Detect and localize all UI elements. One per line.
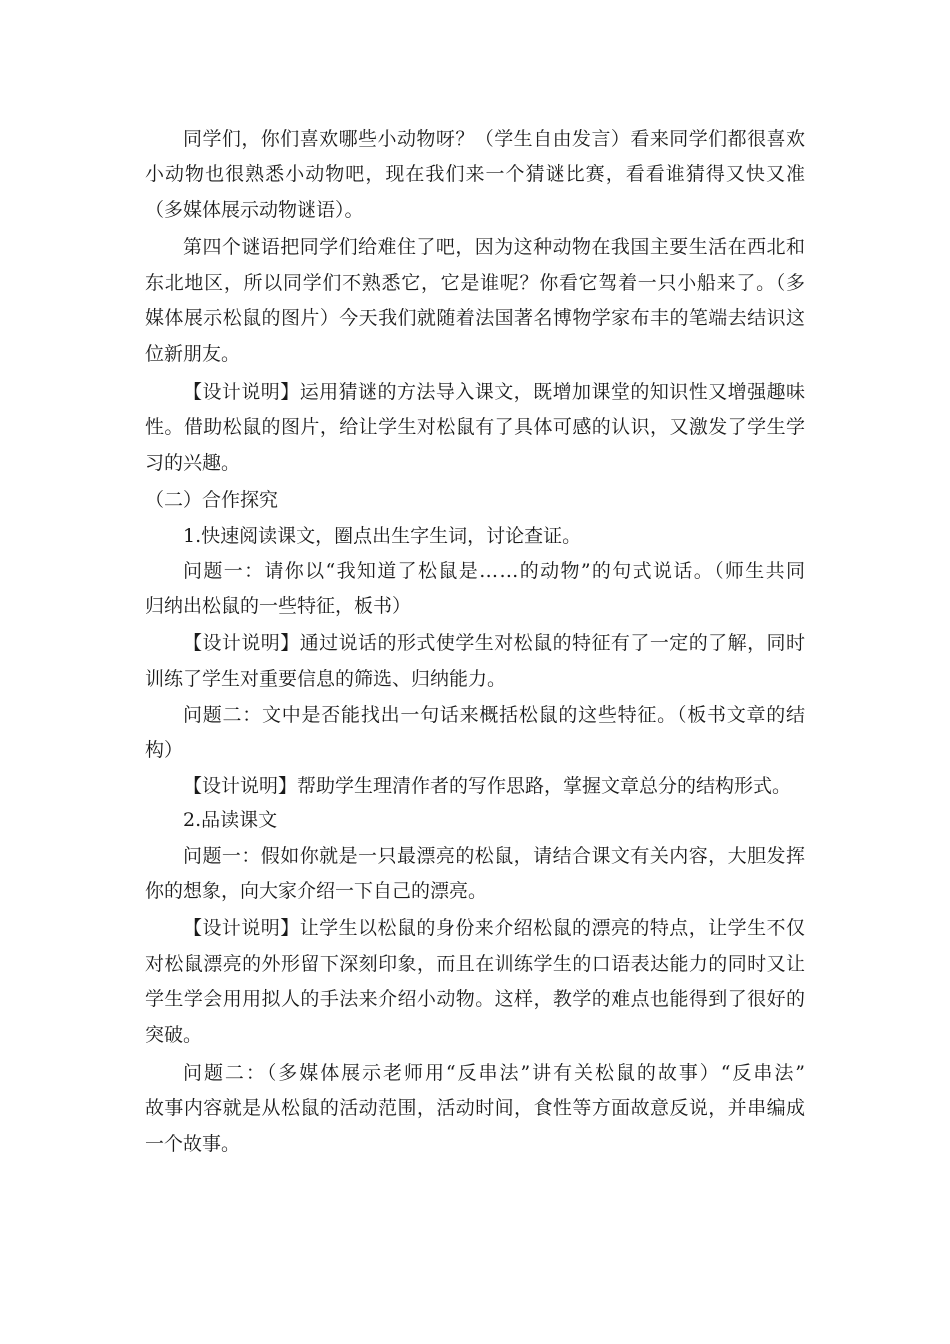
text-line: 2.品读课文 <box>183 809 278 831</box>
text-line: 构） <box>145 739 184 761</box>
text-line: 突破。 <box>145 1024 203 1046</box>
text-line: 归纳出松鼠的一些特征，板书） <box>145 595 412 617</box>
text-line: 【设计说明】让学生以松鼠的身份来介绍松鼠的漂亮的特点，让学生不仅 <box>183 917 806 939</box>
text-line: 东北地区，所以同学们不熟悉它，它是谁呢？你看它驾着一只小船来了。（多 <box>145 272 806 294</box>
text-line: 1.快速阅读课文，圈点出生字生词，讨论查证。 <box>183 525 582 547</box>
text-line: 小动物也很熟悉小动物吧，现在我们来一个猜谜比赛，看看谁猜得又快又准 <box>145 163 807 185</box>
text-line: 问题一：请你以“我知道了松鼠是……的动物”的句式说话。（师生共同 <box>183 560 807 582</box>
text-line: 训练了学生对重要信息的筛选、归纳能力。 <box>145 668 507 690</box>
section-heading: （二）合作探究 <box>145 489 279 511</box>
text-line: 性。借助松鼠的图片，给让学生对松鼠有了具体可感的认识，又激发了学生学 <box>145 416 806 438</box>
text-line: 媒体展示松鼠的图片）今天我们就随着法国著名博物学家布丰的笔端去结识这 <box>145 307 806 329</box>
text-line: 一个故事。 <box>145 1133 241 1155</box>
text-line: （多媒体展示动物谜语）。 <box>145 199 364 221</box>
text-line: 问题一：假如你就是一只最漂亮的松鼠，请结合课文有关内容，大胆发挥 <box>183 845 806 867</box>
text-line: 学生学会用用拟人的手法来介绍小动物。这样，教学的难点也能得到了很好的 <box>145 988 806 1010</box>
text-line: 对松鼠漂亮的外形留下深刻印象，而且在训练学生的口语表达能力的同时又让 <box>145 953 806 975</box>
text-line: 习的兴趣。 <box>145 452 241 474</box>
text-line: 【设计说明】运用猜谜的方法导入课文，既增加课堂的知识性又增强趣味 <box>183 381 806 403</box>
text-line: 【设计说明】通过说话的形式使学生对松鼠的特征有了一定的了解，同时 <box>183 632 806 654</box>
text-line: 同学们，你们喜欢哪些小动物呀？（学生自由发言）看来同学们都很喜欢 <box>183 128 806 150</box>
text-line: 位新朋友。 <box>145 343 241 365</box>
text-line: 问题二：（多媒体展示老师用“反串法”讲有关松鼠的故事）“反串法” <box>183 1062 807 1084</box>
text-line: 你的想象，向大家介绍一下自己的漂亮。 <box>145 880 488 902</box>
text-line: 问题二：文中是否能找出一句话来概括松鼠的这些特征。（板书文章的结 <box>183 704 806 726</box>
text-line: 【设计说明】帮助学生理清作者的写作思路，掌握文章总分的结构形式。 <box>183 775 792 797</box>
text-line: 第四个谜语把同学们给难住了吧，因为这种动物在我国主要生活在西北和 <box>183 236 806 258</box>
text-line: 故事内容就是从松鼠的活动范围，活动时间，食性等方面故意反说，并串编成 <box>145 1097 806 1119</box>
